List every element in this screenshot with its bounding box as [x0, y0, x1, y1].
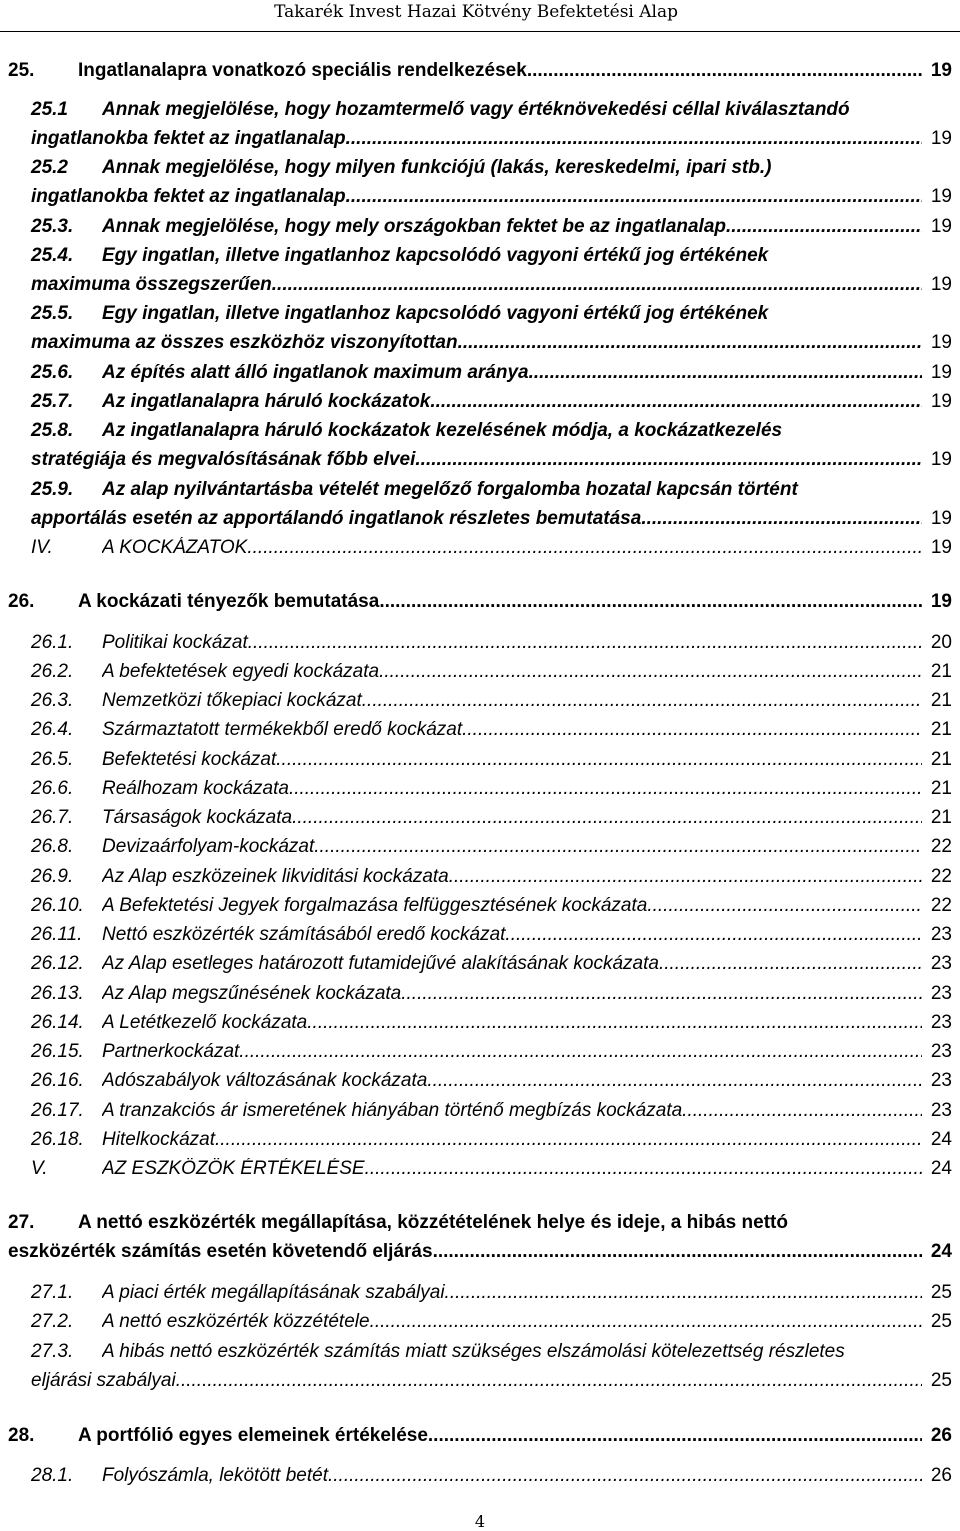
toc-leader-dots — [379, 591, 922, 613]
toc-entry-number: 26.4. — [31, 719, 74, 740]
toc-entry[interactable] — [0, 924, 960, 953]
toc-leader-dots — [449, 866, 922, 888]
toc-entry[interactable] — [0, 778, 960, 807]
toc-leader-dots — [176, 1370, 922, 1392]
toc-entry-number: 27.3. — [31, 1341, 74, 1362]
toc-leader-dots — [505, 924, 922, 946]
toc-entry[interactable] — [0, 807, 960, 836]
toc-entry-page: 24 — [930, 1158, 952, 1179]
toc-entry[interactable] — [0, 719, 960, 748]
toc-entry-number: 26.18. — [31, 1129, 84, 1150]
toc-entry-title: Származtatott termékekből eredő kockázat — [102, 719, 463, 740]
toc-entry[interactable] — [0, 391, 960, 420]
toc-entry-title: A portfólió egyes elemeinek értékelése — [78, 1425, 428, 1446]
toc-entry-title: A KOCKÁZATOK — [102, 537, 248, 558]
toc-entry-page: 23 — [930, 1041, 952, 1062]
toc-leader-dots — [272, 274, 922, 296]
toc-entry-page: 23 — [930, 1070, 952, 1091]
toc-entry-number: 26.9. — [31, 866, 74, 887]
toc-entry-page: 23 — [930, 953, 952, 974]
toc-entry[interactable] — [0, 216, 960, 245]
toc-entry-page: 23 — [930, 1100, 952, 1121]
toc-entry-page: 19 — [930, 186, 952, 207]
toc-entry-title: Az Alap esetleges határozott futamidejűvé alakításának kockázata — [102, 953, 659, 974]
toc-entry-title: Az ingatlanalapra háruló kockázatok — [102, 391, 431, 412]
toc-entry[interactable] — [0, 157, 960, 186]
toc-entry-title: Annak megjelölése, hogy hozamtermelő vagy értéknövekedési céllal kiválasztandó — [102, 99, 850, 120]
toc-entry[interactable] — [0, 749, 960, 778]
toc-entry-page: 25 — [930, 1311, 952, 1332]
toc-entry-title: Az Alap eszközeinek likviditási kockázata — [102, 866, 449, 887]
toc-entry-title: Nemzetközi tőkepiaci kockázat — [102, 690, 362, 711]
page-header — [0, 0, 960, 34]
toc-leader-dots — [346, 128, 922, 150]
toc-entry-page: 21 — [930, 719, 952, 740]
toc-entry[interactable] — [0, 1370, 960, 1399]
toc-entry-title: Egy ingatlan, illetve ingatlanhoz kapcsolódó vagyoni értékű jog értékének — [102, 303, 769, 324]
toc-leader-dots — [682, 1100, 922, 1122]
toc-leader-dots — [433, 1241, 922, 1263]
toc-entry-title: A Letétkezelő kockázata — [102, 1012, 308, 1033]
toc-entry-number: 26.12. — [31, 953, 84, 974]
page-number: 4 — [474, 1512, 486, 1531]
toc-entry-title: stratégiája és megvalósításának főbb elvei — [31, 449, 416, 470]
toc-entry-number: 26.1. — [31, 632, 74, 653]
toc-entry-page: 25 — [930, 1370, 952, 1391]
toc-entry-number: 26.7. — [31, 807, 74, 828]
toc-entry-page: 19 — [930, 449, 952, 470]
toc-entry-page: 26 — [930, 1465, 952, 1486]
toc-entry[interactable] — [0, 303, 960, 332]
toc-entry-title: Ingatlanalapra vonatkozó speciális rendelkezések — [78, 60, 527, 81]
toc-entry-page: 19 — [930, 128, 952, 149]
toc-entry-number: 25.4. — [31, 245, 74, 266]
toc-entry[interactable] — [0, 537, 960, 566]
toc-entry-number: 26.5. — [31, 749, 74, 770]
toc-leader-dots — [430, 391, 922, 413]
toc-entry[interactable] — [0, 1465, 960, 1494]
toc-leader-dots — [659, 953, 922, 975]
toc-entry-number: 25.6. — [31, 362, 74, 383]
toc-entry-number: 26.6. — [31, 778, 74, 799]
toc-entry-page: 19 — [930, 591, 952, 612]
toc-entry-number: 25.2 — [31, 157, 68, 178]
toc-entry[interactable] — [0, 1241, 960, 1270]
toc-entry[interactable] — [0, 690, 960, 719]
toc-entry-page: 22 — [930, 836, 952, 857]
toc-entry-page: 25 — [930, 1282, 952, 1303]
toc-entry-title: apportálás esetén az apportálandó ingatlanok részletes bemutatása — [31, 508, 642, 529]
toc-entry-title: Adószabályok változásának kockázata — [102, 1070, 428, 1091]
toc-leader-dots — [276, 749, 922, 771]
toc-entry-page: 23 — [930, 1012, 952, 1033]
toc-entry[interactable] — [0, 983, 960, 1012]
toc-entry[interactable] — [0, 479, 960, 508]
toc-entry-title: Az alap nyilvántartásba vételét megelőző forgalomba hozatal kapcsán történt — [102, 479, 798, 500]
toc-entry[interactable] — [0, 1311, 960, 1340]
toc-entry-title: Politikai kockázat — [102, 632, 248, 653]
toc-leader-dots — [239, 1041, 922, 1063]
toc-entry-title: eljárási szabályai — [31, 1370, 176, 1391]
toc-entry[interactable] — [0, 128, 960, 157]
toc-entry-page: 21 — [930, 690, 952, 711]
toc-entry-title: maximuma összegszerűen — [31, 274, 272, 295]
toc-leader-dots — [647, 895, 922, 917]
toc-entry[interactable] — [0, 1425, 960, 1454]
toc-entry[interactable] — [0, 1100, 960, 1129]
toc-entry-page: 19 — [930, 60, 952, 81]
toc-entry-page: 21 — [930, 661, 952, 682]
toc-entry-number: 27. — [8, 1212, 35, 1233]
toc-leader-dots — [445, 1282, 922, 1304]
toc-entry[interactable] — [0, 274, 960, 303]
toc-entry-page: 24 — [930, 1129, 952, 1150]
toc-leader-dots — [215, 1129, 922, 1151]
toc-entry-page: 19 — [930, 216, 952, 237]
toc-entry-page: 21 — [930, 749, 952, 770]
toc-entry-page: 21 — [930, 807, 952, 828]
toc-entry[interactable] — [0, 1070, 960, 1099]
toc-entry-title: A Befektetési Jegyek forgalmazása felfüggesztésének kockázata — [102, 895, 648, 916]
toc-entry-number: 28. — [8, 1425, 35, 1446]
toc-entry-number: 26.10. — [31, 895, 84, 916]
toc-entry[interactable] — [0, 1282, 960, 1311]
toc-entry-number: 28.1. — [31, 1465, 74, 1486]
toc-entry-page: 19 — [930, 274, 952, 295]
toc-entry-page: 24 — [930, 1241, 952, 1262]
toc-leader-dots — [726, 216, 922, 238]
toc-entry-title: maximuma az összes eszközhöz viszonyítottan — [31, 332, 458, 353]
toc-entry-number: 26.15. — [31, 1041, 84, 1062]
toc-entry[interactable] — [0, 99, 960, 128]
toc-entry-title: Annak megjelölése, hogy milyen funkciójú (lakás, kereskedelmi, ipari stb.) — [102, 157, 772, 178]
toc-entry-title: Hitelkockázat — [102, 1129, 215, 1150]
toc-entry[interactable] — [0, 245, 960, 274]
toc-entry-title: Annak megjelölése, hogy mely országokban fektet be az ingatlanalap — [102, 216, 727, 237]
toc-entry-number: 25.8. — [31, 420, 74, 441]
toc-entry-title: A tranzakciós ár ismeretének hiányában történő megbízás kockázata — [102, 1100, 683, 1121]
toc-entry-number: 25. — [8, 60, 35, 81]
toc-entry[interactable] — [0, 1129, 960, 1158]
toc-entry-title: ingatlanokba fektet az ingatlanalap — [31, 186, 346, 207]
toc-entry-number: 26. — [8, 591, 35, 612]
toc-entry-page: 23 — [930, 983, 952, 1004]
toc-entry-number: 26.13. — [31, 983, 84, 1004]
toc-leader-dots — [248, 632, 922, 654]
toc-entry-number: V. — [31, 1158, 48, 1179]
toc-leader-dots — [529, 362, 922, 384]
toc-entry-number: 26.2. — [31, 661, 74, 682]
toc-entry-number: 25.3. — [31, 216, 74, 237]
toc-leader-dots — [362, 690, 922, 712]
toc-leader-dots — [370, 1311, 922, 1333]
toc-leader-dots — [458, 332, 922, 354]
toc-entry-number: 25.5. — [31, 303, 74, 324]
toc-entry-page: 22 — [930, 895, 952, 916]
toc-entry-title: Társaságok kockázata — [102, 807, 293, 828]
toc-leader-dots — [328, 1465, 922, 1487]
toc-entry-page: 19 — [930, 537, 952, 558]
toc-entry-page: 26 — [930, 1425, 952, 1446]
header-divider — [0, 31, 960, 32]
toc-entry[interactable] — [0, 953, 960, 982]
toc-entry[interactable] — [0, 836, 960, 865]
toc-entry-page: 19 — [930, 508, 952, 529]
toc-entry-title: Befektetési kockázat — [102, 749, 277, 770]
toc-entry[interactable] — [0, 332, 960, 361]
toc-entry[interactable] — [0, 1012, 960, 1041]
toc-leader-dots — [401, 983, 922, 1005]
toc-entry-title: Az ingatlanalapra háruló kockázatok kezelésének módja, a kockázatkezelés — [102, 420, 783, 441]
toc-entry-page: 19 — [930, 332, 952, 353]
toc-entry[interactable] — [0, 449, 960, 478]
toc-leader-dots — [314, 836, 922, 858]
toc-leader-dots — [415, 449, 922, 471]
toc-entry-page: 19 — [930, 362, 952, 383]
toc-leader-dots — [379, 661, 922, 683]
toc-leader-dots — [365, 1158, 922, 1180]
toc-leader-dots — [462, 719, 922, 741]
toc-entry[interactable] — [0, 1041, 960, 1070]
toc-entry[interactable] — [0, 591, 960, 620]
toc-entry[interactable] — [0, 508, 960, 537]
toc-entry-title: Nettó eszközérték számításából eredő kockázat — [102, 924, 506, 945]
toc-entry-title: A nettó eszközérték közzététele — [102, 1311, 370, 1332]
toc-entry-title: A hibás nettó eszközérték számítás miatt szükséges elszámolási kötelezettség részletes — [102, 1341, 845, 1362]
toc-leader-dots — [346, 186, 922, 208]
toc-entry-number: 25.1 — [31, 99, 68, 120]
toc-entry-number: 26.11. — [31, 924, 83, 945]
toc-entry-page: 21 — [930, 778, 952, 799]
toc-entry-number: IV. — [31, 537, 53, 558]
toc-entry-page: 23 — [930, 924, 952, 945]
toc-entry[interactable] — [0, 420, 960, 449]
toc-leader-dots — [427, 1070, 922, 1092]
toc-entry[interactable] — [0, 1158, 960, 1187]
toc-entry-number: 25.9. — [31, 479, 74, 500]
toc-entry[interactable] — [0, 1212, 960, 1241]
toc-entry-number: 27.2. — [31, 1311, 74, 1332]
toc-leader-dots — [527, 60, 922, 82]
toc-entry-number: 26.16. — [31, 1070, 84, 1091]
toc-entry-number: 27.1. — [31, 1282, 74, 1303]
toc-entry-title: Devizaárfolyam-kockázat — [102, 836, 315, 857]
toc-leader-dots — [428, 1425, 922, 1447]
toc-entry[interactable] — [0, 60, 960, 89]
toc-entry[interactable] — [0, 661, 960, 690]
toc-leader-dots — [289, 778, 922, 800]
toc-entry-page: 22 — [930, 866, 952, 887]
toc-entry-page: 19 — [930, 391, 952, 412]
toc-leader-dots — [247, 537, 922, 559]
toc-entry-title: Reálhozam kockázata — [102, 778, 289, 799]
toc-entry-title: Egy ingatlan, illetve ingatlanhoz kapcsolódó vagyoni értékű jog értékének — [102, 245, 769, 266]
toc-leader-dots — [641, 508, 922, 530]
toc-entry-title: Partnerkockázat — [102, 1041, 240, 1062]
toc-entry-number: 26.17. — [31, 1100, 84, 1121]
toc-entry-number: 25.7. — [31, 391, 74, 412]
toc-entry-number: 26.8. — [31, 836, 74, 857]
toc-entry-title: eszközérték számítás esetén követendő eljárás — [8, 1241, 433, 1262]
toc-entry-title: Folyószámla, lekötött betét — [102, 1465, 328, 1486]
toc-entry-title: Az Alap megszűnésének kockázata — [102, 983, 402, 1004]
toc-entry-title: AZ ESZKÖZÖK ÉRTÉKELÉSE — [102, 1158, 365, 1179]
toc-entry-title: A piaci érték megállapításának szabályai — [102, 1282, 445, 1303]
toc-entry-number: 26.14. — [31, 1012, 84, 1033]
toc-entry-title: A kockázati tényezők bemutatása — [78, 591, 380, 612]
document-title: Takarék Invest Hazai Kötvény Befektetési Alap — [274, 2, 678, 22]
toc-entry-number: 26.3. — [31, 690, 74, 711]
toc-leader-dots — [307, 1012, 922, 1034]
toc-entry-title: Az építés alatt álló ingatlanok maximum aránya — [102, 362, 529, 383]
toc-entry[interactable] — [0, 186, 960, 215]
toc-entry[interactable] — [0, 362, 960, 391]
toc-entry-title: ingatlanokba fektet az ingatlanalap — [31, 128, 346, 149]
toc-entry-title: A nettó eszközérték megállapítása, közzétételének helye és ideje, a hibás nettó — [78, 1212, 788, 1233]
toc-leader-dots — [292, 807, 922, 829]
toc-entry[interactable] — [0, 632, 960, 661]
toc-entry[interactable] — [0, 866, 960, 895]
toc-entry[interactable] — [0, 895, 960, 924]
toc-entry-page: 20 — [930, 632, 952, 653]
toc-entry[interactable] — [0, 1341, 960, 1370]
toc-entry-title: A befektetések egyedi kockázata — [102, 661, 380, 682]
